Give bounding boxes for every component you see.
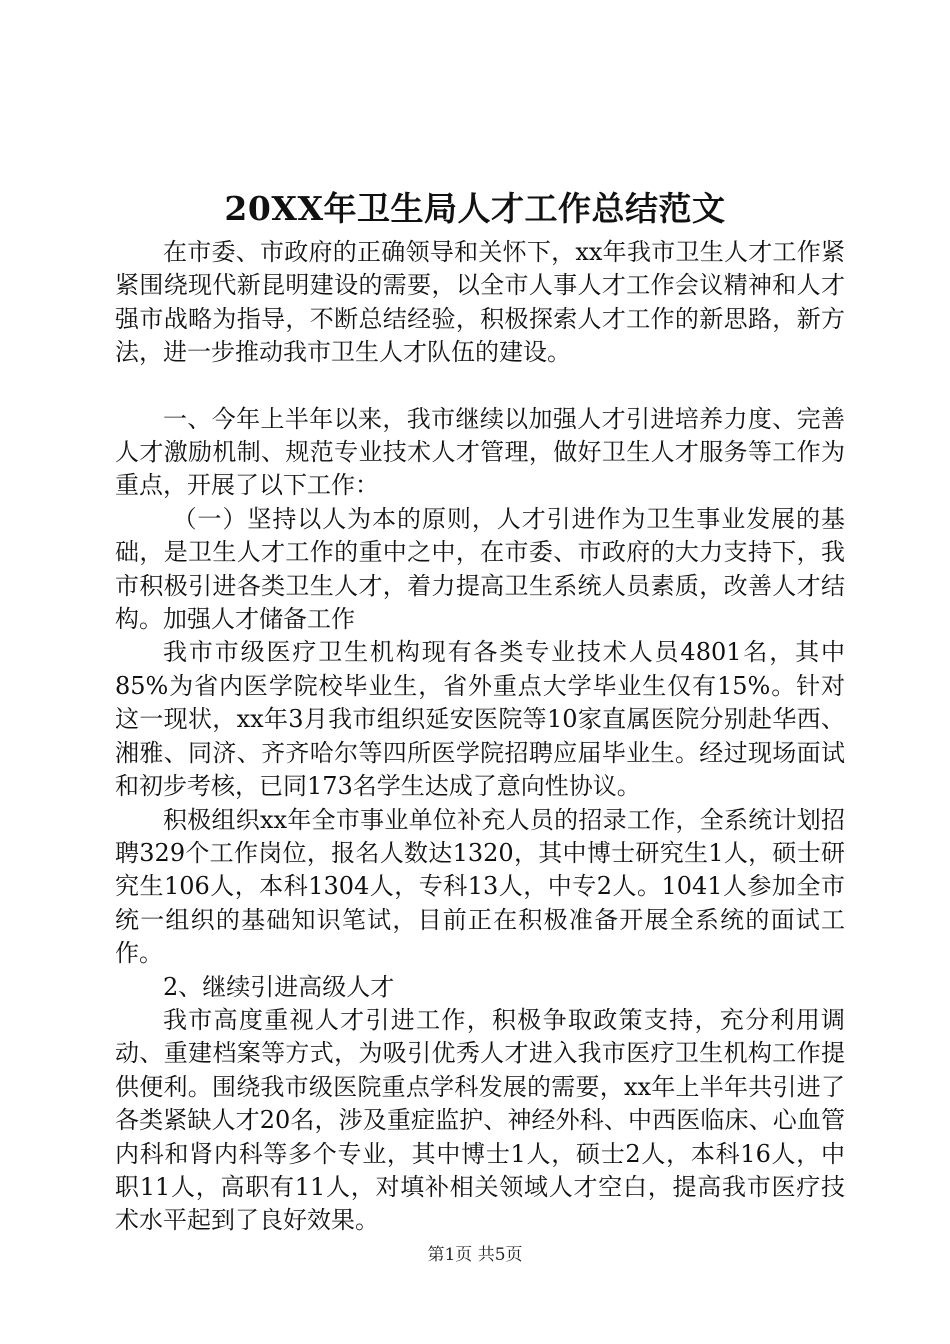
document-title: 20XX年卫生局人才工作总结范文	[224, 189, 726, 228]
paragraph-staff-stats: 我市市级医疗卫生机构现有各类专业技术人员4801名，其中85%为省内医学院校毕业生，省外重点大学毕业生仅有15%。针对这一现状，xx年3月我市组织延安医院等10家直属医院分别赴华西、湘雅、同济、齐齐哈尔等四所医学院招聘应届毕业生。经过现场面试和初步考核，已同173名学生达成了意向性协议。	[115, 638, 845, 801]
paragraph-heading-senior-talent: 2、继续引进高级人才	[163, 972, 395, 1001]
paragraph-recruitment: 积极组织xx年全市事业单位补充人员的招录工作，全系统计划招聘329个工作岗位，报名人数达1320，其中博士研究生1人，硕士研究生106人，本科1304人，专科13人，中专2人。1041人参加全市统一组织的基础知识笔试，目前正在积极准备开展全系统的面试工作。	[115, 805, 845, 968]
paragraph-senior-talent: 我市高度重视人才引进工作，积极争取政策支持，充分利用调动、重建档案等方式，为吸引优秀人才进入我市医疗卫生机构工作提供便利。围绕我市级医院重点学科发展的需要，xx年上半年共引进了各类紧缺人才20名，涉及重症监护、神经外科、中西医临床、心血管内科和肾内科等多个专业，其中博士1人，硕士2人，本科16人，中职11人，高职有11人，对填补相关领域人才空白，提高我市医疗技术水平起到了良好效果。	[115, 1005, 845, 1235]
page-number-footer: 第1页 共5页	[427, 1245, 523, 1265]
paragraph-section-one: 一、今年上半年以来，我市继续以加强人才引进培养力度、完善人才激励机制、规范专业技术人才管理，做好卫生人才服务等工作为重点，开展了以下工作：	[115, 404, 845, 500]
paragraph-subsection-one: （一）坚持以人为本的原则，人才引进作为卫生事业发展的基础，是卫生人才工作的重中之中，在市委、市政府的大力支持下，我市积极引进各类卫生人才，着力提高卫生系统人员素质，改善人才结构。加强人才储备工作	[115, 504, 845, 634]
document-body	[115, 236, 845, 1238]
paragraph-intro: 在市委、市政府的正确领导和关怀下，xx年我市卫生人才工作紧紧围绕现代新昆明建设的需要，以全市人事人才工作会议精神和人才强市战略为指导，不断总结经验，积极探索人才工作的新思路，新方法，进一步推动我市卫生人才队伍的建设。	[115, 238, 845, 367]
